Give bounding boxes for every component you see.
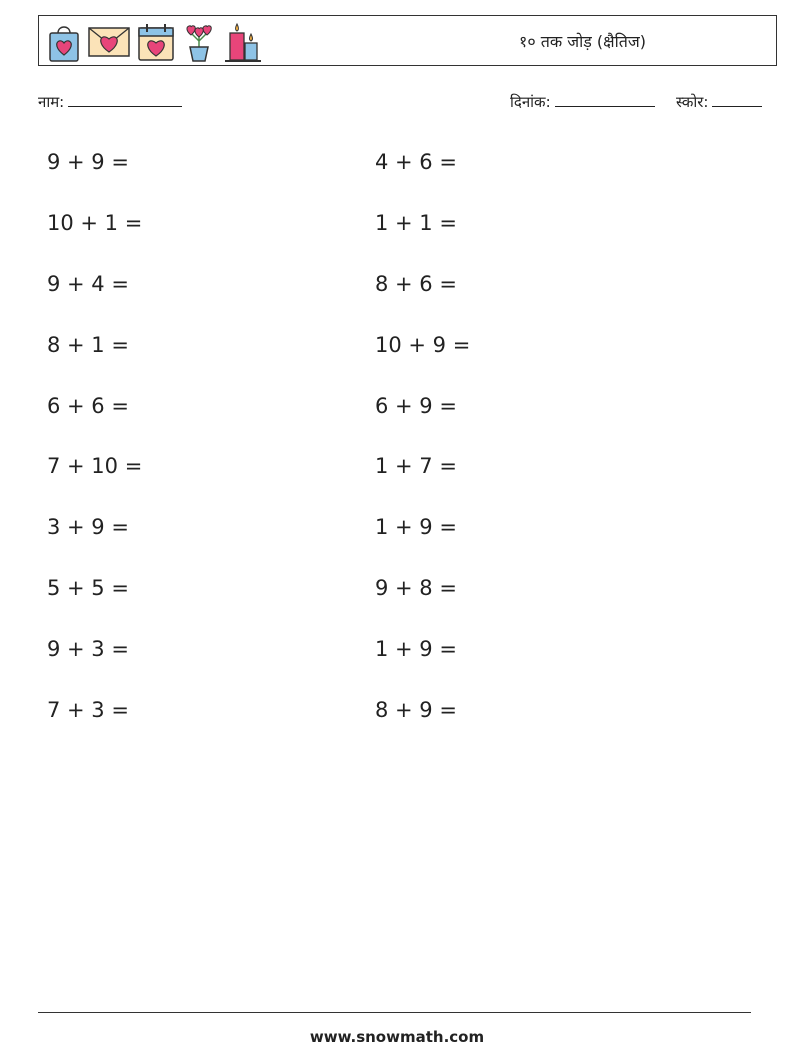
worksheet-header [38,15,777,66]
candles-icon [223,20,263,64]
score-label: स्कोर: [676,93,709,111]
date-blank-line [555,92,655,107]
problem-item: 4 + 6 = [375,150,457,174]
calendar-heart-icon [137,22,175,62]
problem-item: 9 + 4 = [47,272,129,296]
problem-item: 7 + 3 = [47,698,129,722]
score-field [676,92,762,112]
footer-divider [38,1012,751,1013]
date-field [510,92,655,112]
header-icons [47,20,263,64]
problem-item: 6 + 6 = [47,394,129,418]
problem-item: 7 + 10 = [47,454,143,478]
name-blank-line [68,92,182,107]
problem-item: 1 + 1 = [375,211,457,235]
problem-item: 9 + 3 = [47,637,129,661]
problem-item: 8 + 1 = [47,333,129,357]
footer-website: www.snowmath.com [309,1028,485,1046]
shopping-bag-heart-icon [47,21,81,63]
problem-item: 8 + 9 = [375,698,457,722]
problem-item: 1 + 9 = [375,515,457,539]
problem-item: 6 + 9 = [375,394,457,418]
name-label: नाम: [38,93,65,111]
problem-item: 5 + 5 = [47,576,129,600]
problem-item: 9 + 9 = [47,150,129,174]
worksheet-title: १० तक जोड़ (क्षैतिज) [519,32,646,51]
problem-item: 1 + 7 = [375,454,457,478]
date-label: दिनांक: [510,93,551,111]
problem-item: 8 + 6 = [375,272,457,296]
problem-item: 9 + 8 = [375,576,457,600]
score-blank-line [712,92,762,107]
problem-item: 1 + 9 = [375,637,457,661]
problem-item: 3 + 9 = [47,515,129,539]
problem-item: 10 + 1 = [47,211,143,235]
heart-flower-pot-icon [181,21,217,63]
love-letter-envelope-icon [87,24,131,60]
problem-item: 10 + 9 = [375,333,471,357]
name-field [38,92,182,112]
